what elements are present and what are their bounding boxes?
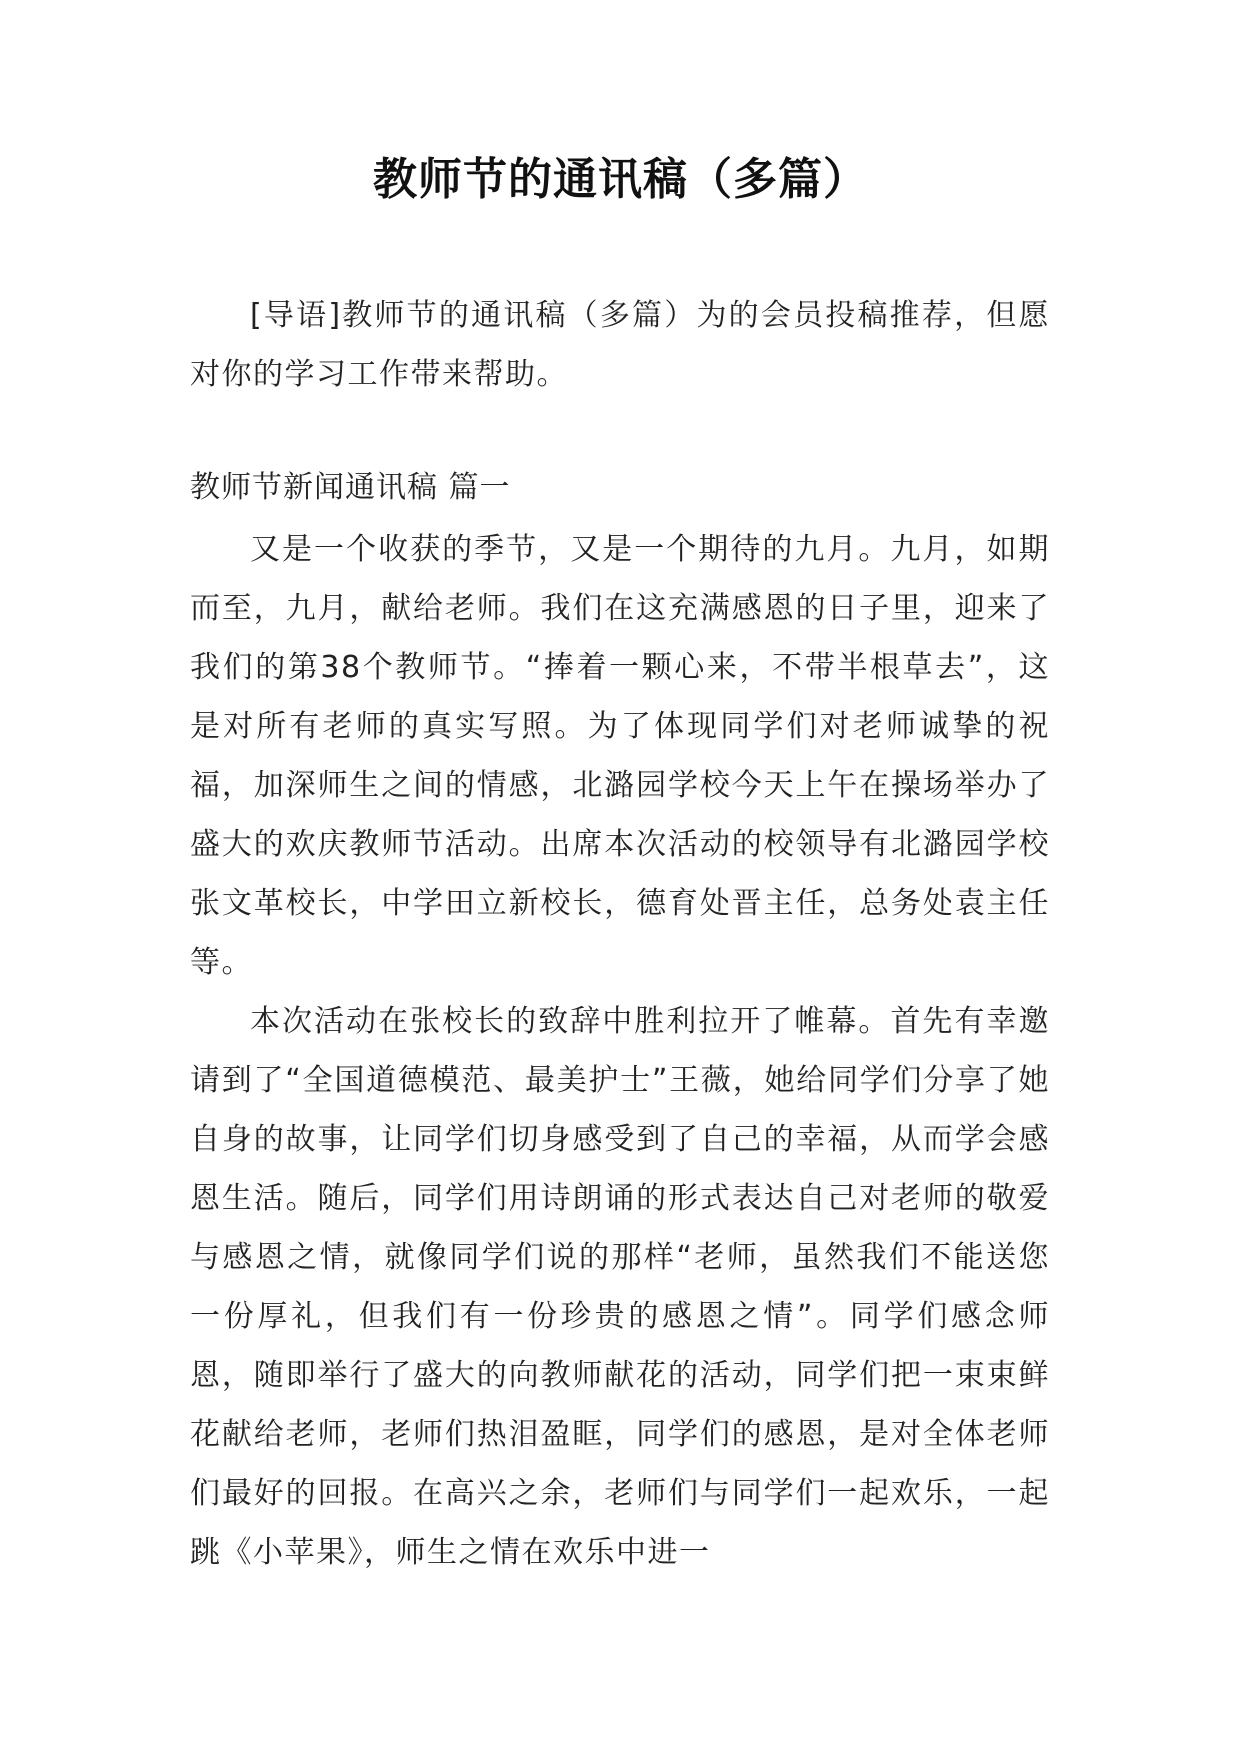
section-heading: 教师节新闻通讯稿 篇一 xyxy=(190,470,511,505)
intro-paragraph: [导语]教师节的通讯稿（多篇）为的会员投稿推荐，但愿对你的学习工作带来帮助。 xyxy=(190,298,1050,392)
article-paragraph-2: 本次活动在张校长的致辞中胜利拉开了帷幕。首先有幸邀请到了“全国道德模范、最美护士”王薇，她给同学们分享了她自身的故事，让同学们切身感受到了自己的幸福，从而学会感恩生活。随后，同学们用诗朗诵的形式表达自己对老师的敬爱与感恩之情，就像同学们说的那样“老师，虽然我们不能送您一份厚礼，但我们有一份珍贵的感恩之情”。同学们感念师恩，随即举行了盛大的向教师献花的活动，同学们把一束束鲜花献给老师，老师们热泪盈眶，同学们的感恩，是对全体老师们最好的回报。在高兴之余，老师们与同学们一起欢乐，一起跳《小苹果》，师生之情在欢乐中进一 xyxy=(190,1004,1050,1570)
article-paragraph-1: 又是一个收获的季节，又是一个期待的九月。九月，如期而至，九月，献给老师。我们在这充满感恩的日子里，迎来了我们的第38个教师节。“捧着一颗心来，不带半根草去”，这是对所有老师的真实写照。为了体现同学们对老师诚挚的祝福，加深师生之间的情感，北潞园学校今天上午在操场举办了盛大的欢庆教师节活动。出席本次活动的校领导有北潞园学校张文革校长，中学田立新校长，德育处晋主任，总务处袁主任等。 xyxy=(190,532,1050,980)
document-title: 教师节的通讯稿（多篇） xyxy=(373,154,868,205)
intro-block xyxy=(190,286,1050,404)
article-body xyxy=(190,520,1050,1582)
